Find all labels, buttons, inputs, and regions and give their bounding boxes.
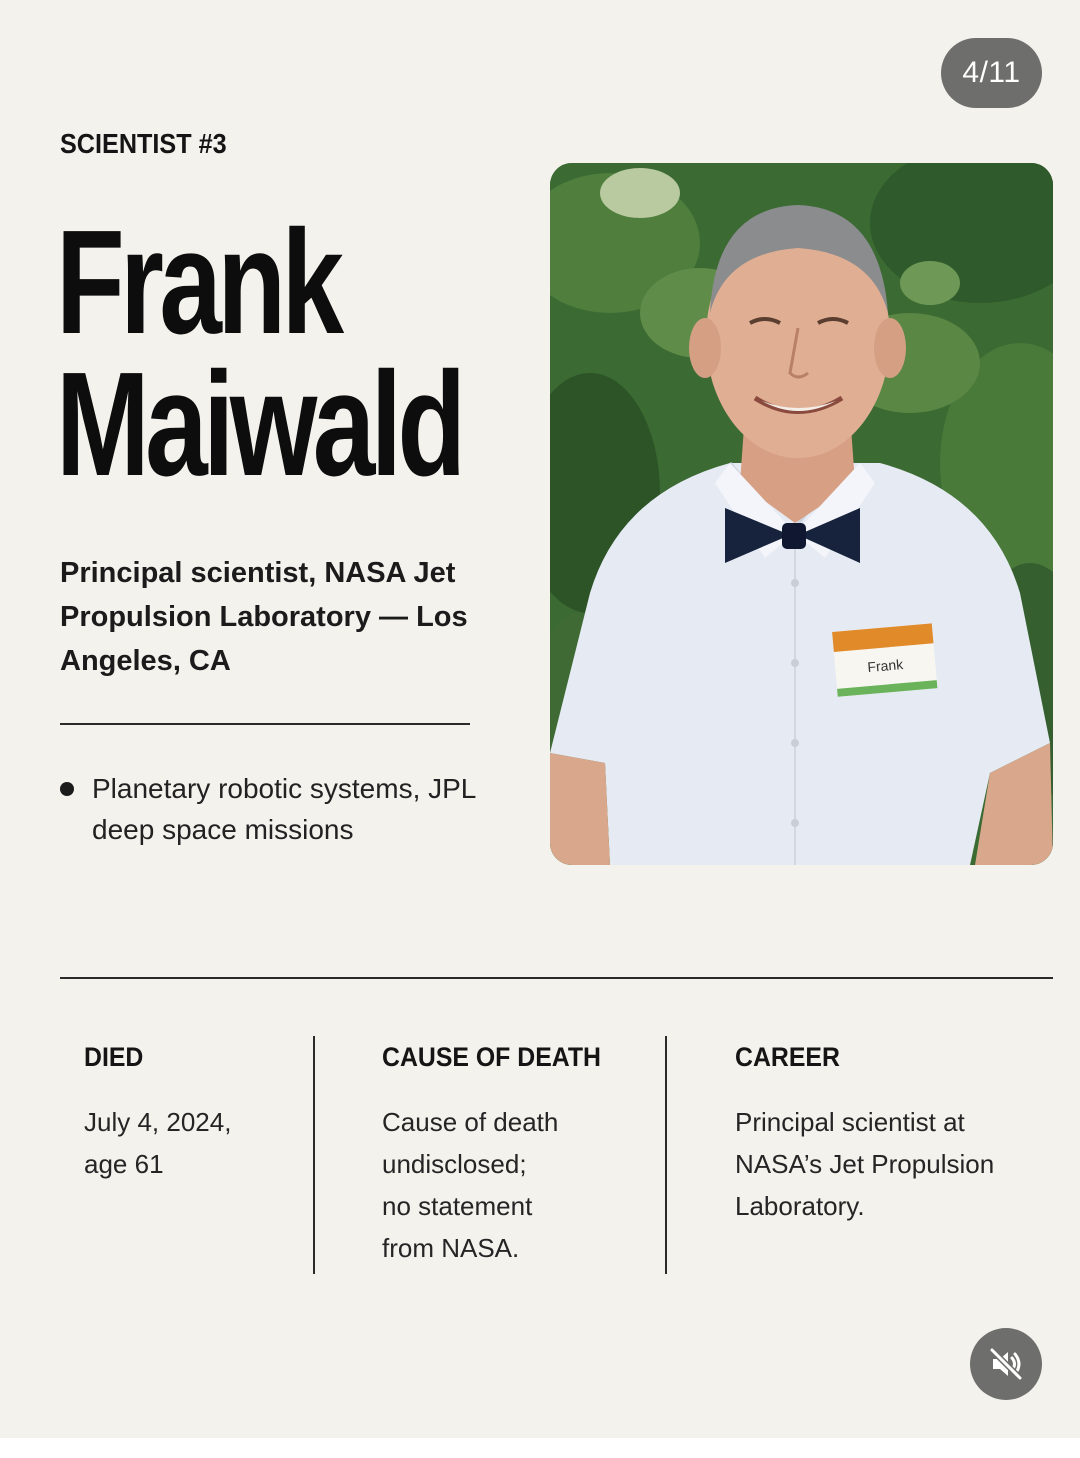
column-divider: [665, 1036, 667, 1274]
speaker-muted-icon: [986, 1344, 1026, 1384]
fact-label: DIED: [84, 1042, 144, 1072]
research-focus: [60, 768, 480, 850]
facts-row: [0, 1036, 1080, 1276]
bullet-icon: [60, 782, 74, 796]
mute-button[interactable]: [970, 1328, 1042, 1400]
facts-divider: [60, 977, 1053, 979]
portrait-photo: [550, 163, 1053, 865]
portrait-illustration: [550, 163, 1053, 865]
fact-cause-of-death: [382, 1036, 620, 1269]
scientist-name: [56, 200, 462, 507]
last-name: Maiwald: [56, 342, 462, 507]
column-divider: [313, 1036, 315, 1274]
slide-counter: 4/11: [941, 38, 1042, 108]
role-location: Principal scientist, NASA Jet Propulsion Laboratory — Los Angeles, CA: [60, 557, 468, 677]
first-name: Frank: [56, 200, 340, 365]
fact-value: Cause of death undisclosed; no statement from NASA.: [382, 1107, 559, 1263]
fact-value: July 4, 2024, age 61: [84, 1107, 232, 1179]
fact-label: CAUSE OF DEATH: [382, 1042, 601, 1072]
research-focus-text: Planetary robotic systems, JPL deep space missions: [92, 773, 476, 845]
fact-career: [735, 1036, 994, 1227]
badge-name: Frank: [866, 656, 904, 676]
fact-value: Principal scientist at NASA’s Jet Propulsion Laboratory.: [735, 1107, 995, 1221]
fact-label: CAREER: [735, 1042, 840, 1072]
section-divider: [60, 723, 470, 725]
fact-died: [84, 1036, 231, 1185]
scientist-number: SCIENTIST #3: [60, 128, 227, 159]
